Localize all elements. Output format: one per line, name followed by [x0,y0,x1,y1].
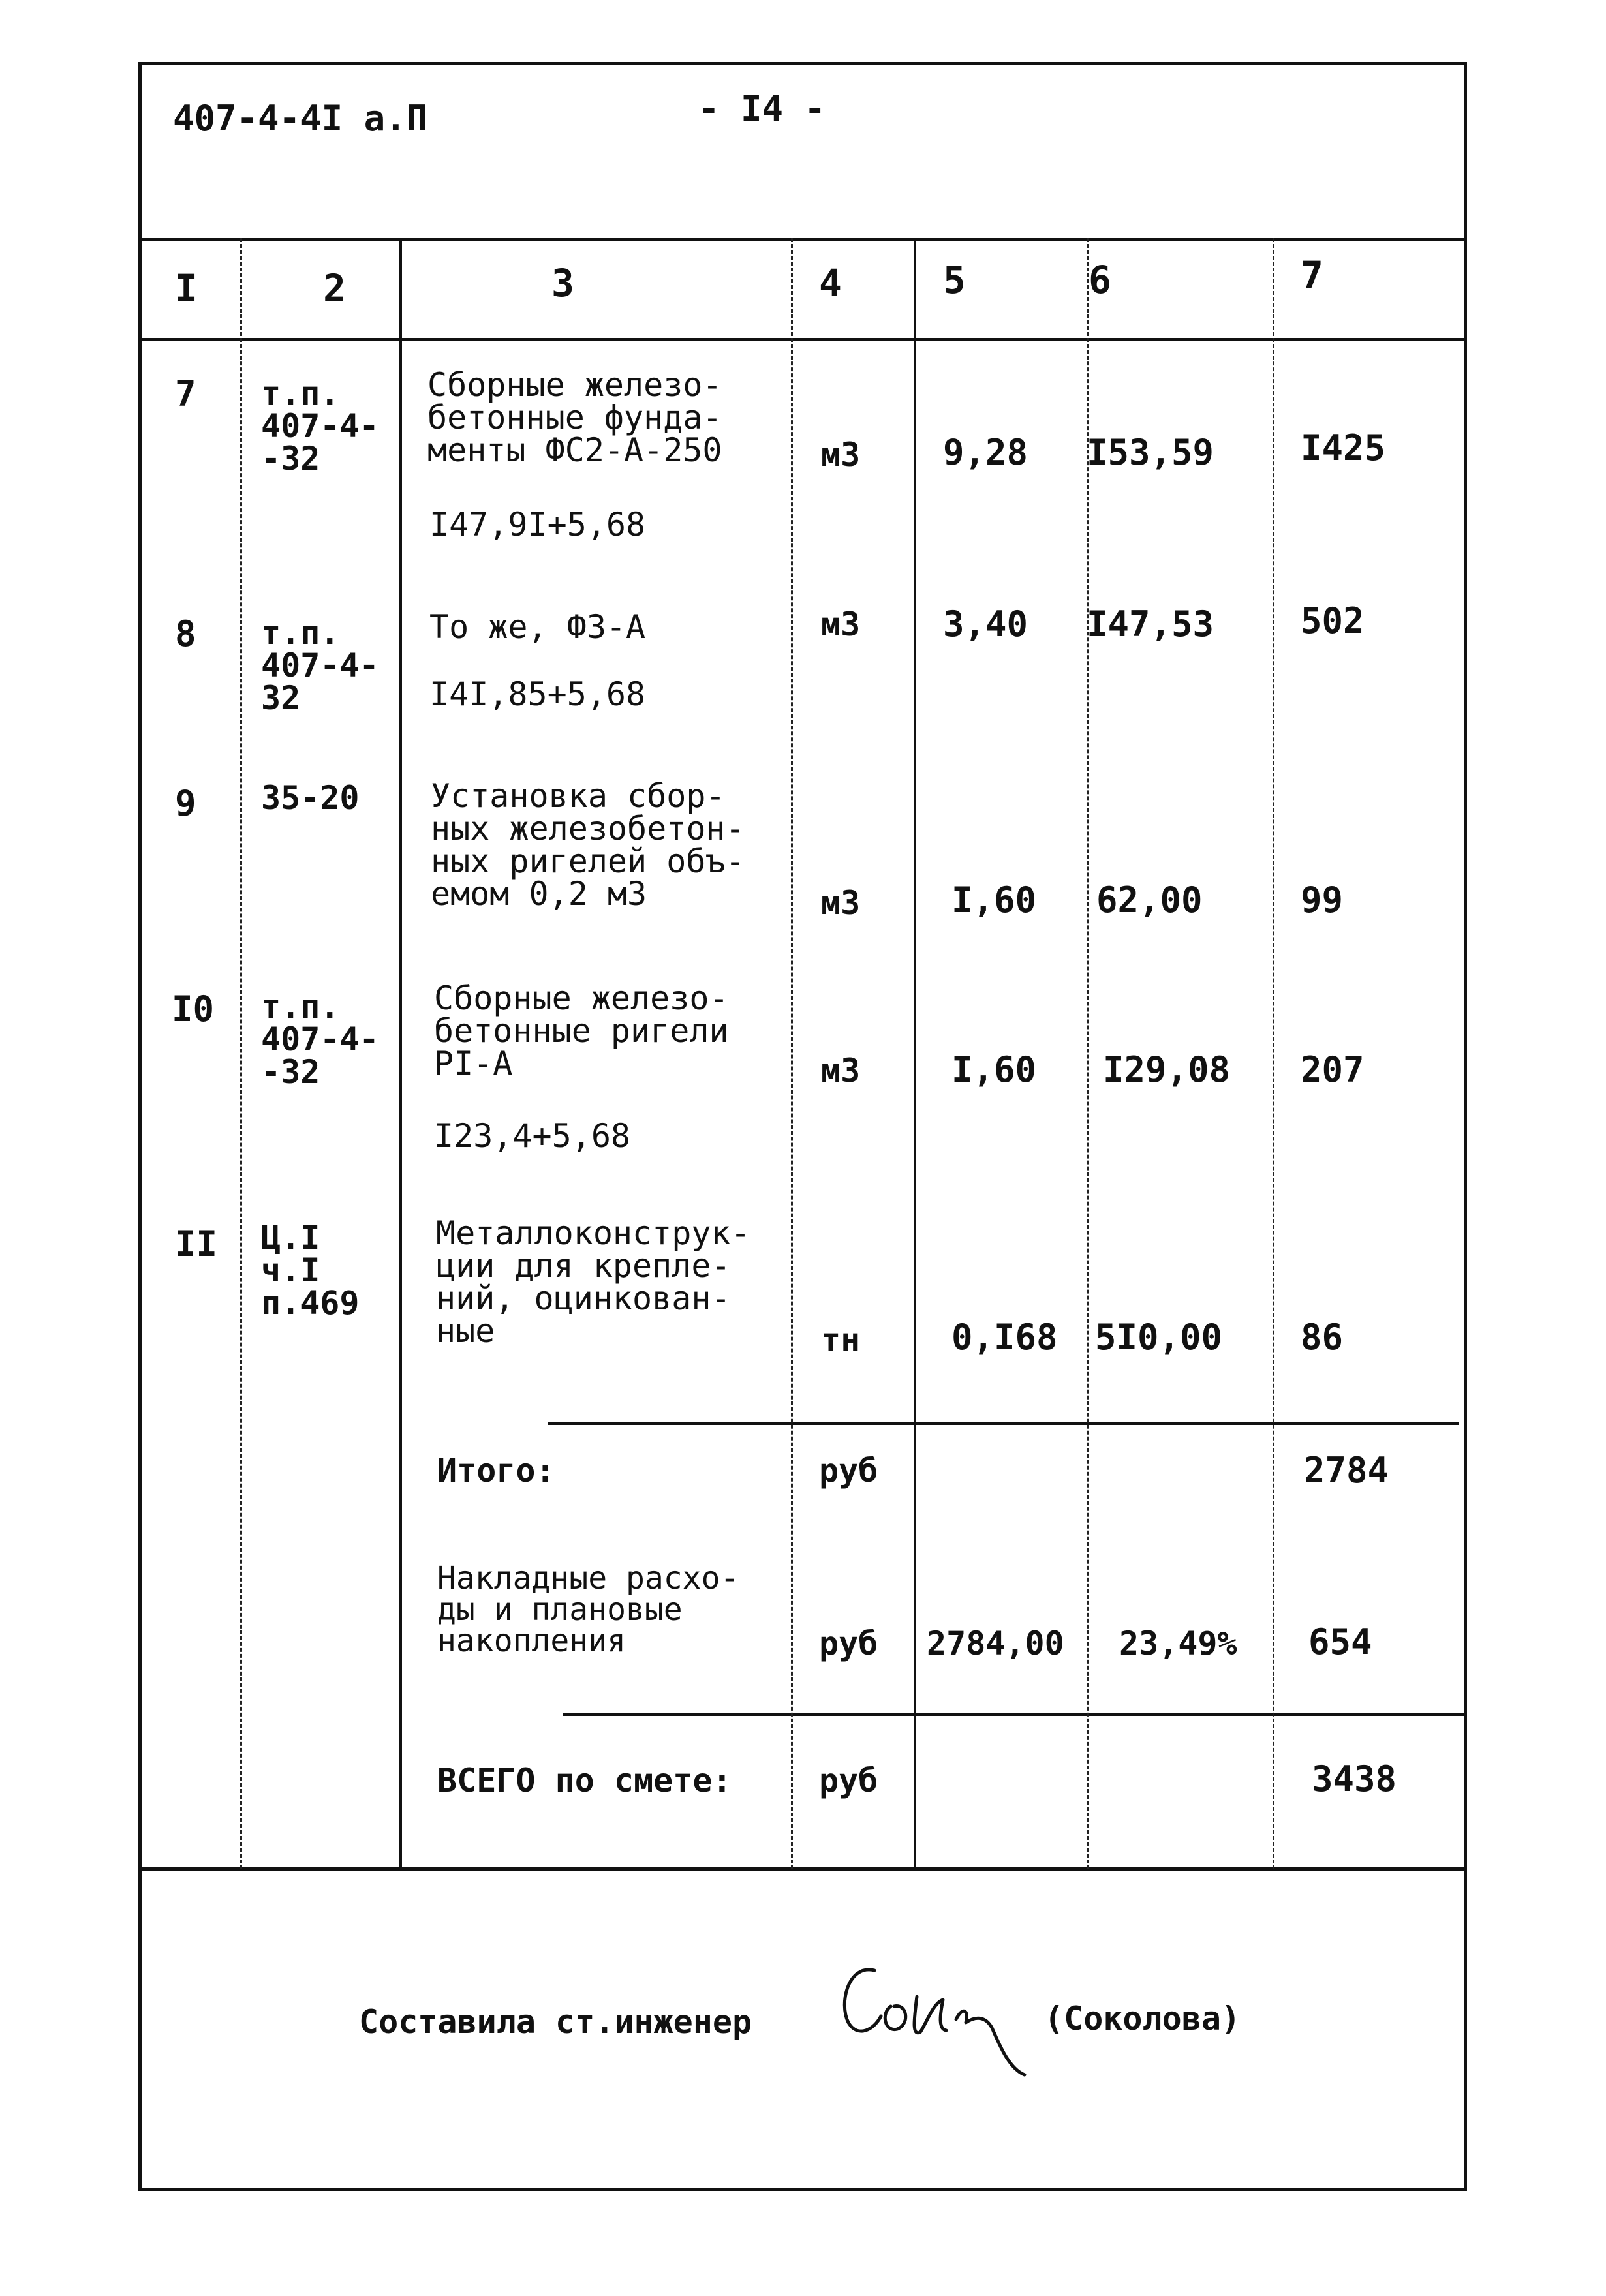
overhead-base: 2784,00 [927,1625,1064,1662]
row-qty: 3,40 [943,604,1028,645]
col-divider-5 [1087,238,1089,1869]
row-ref: Ц.I ч.I п.469 [261,1219,360,1322]
col-header-3: 3 [551,261,574,305]
row-unit: м3 [821,884,861,922]
row-desc: Сборные железо- бетонные фунда- менты ФС2-А-250 [427,366,722,469]
row-no: 8 [175,613,196,654]
row-price: I53,59 [1087,432,1214,473]
row-price: 5I0,00 [1095,1317,1223,1358]
row-unit: м3 [821,436,861,474]
row-ref: 35-20 [261,779,360,817]
row-no: 7 [175,373,196,414]
row-total: 86 [1301,1317,1344,1358]
row-no: II [175,1223,218,1264]
col-divider-4 [914,238,916,1869]
row-qty: I,60 [951,880,1037,921]
row-total: 207 [1301,1049,1365,1090]
row-total: I425 [1301,427,1386,468]
col-header-2: 2 [323,266,346,311]
col-header-4: 4 [819,261,842,305]
overhead-rate: 23,49% [1119,1625,1237,1662]
row-ref: т.п. 407-4- -32 [261,988,379,1091]
row-qty: I,60 [951,1049,1037,1090]
overhead-unit: руб [819,1625,878,1662]
row-qty: 0,I68 [951,1317,1058,1358]
col-header-5: 5 [943,258,966,302]
row-calc: I47,9I+5,68 [429,506,646,543]
row-ref: т.п. 407-4- 32 [261,614,379,717]
row-no: 9 [175,783,196,824]
row-calc: I4I,85+5,68 [429,675,646,713]
row-no: I0 [172,988,215,1030]
subtotal-rule-1 [548,1422,1459,1425]
col-header-6: 6 [1089,258,1111,302]
row-unit: м3 [821,605,861,643]
row-desc: Установка сбор- ных железобетон- ных ригелей объ- емом 0,2 м3 [431,777,745,913]
itogo-label: Итого: [437,1452,555,1490]
itogo-total: 2784 [1304,1450,1389,1491]
row-price: I47,53 [1087,604,1214,645]
row-qty: 9,28 [943,432,1028,473]
subtotal-rule-2 [563,1713,1466,1716]
signature-scribble [829,1951,1070,2081]
grand-total-label: ВСЕГО по смете: [437,1762,732,1799]
overhead-total: 654 [1308,1621,1372,1662]
row-price: I29,08 [1103,1049,1231,1090]
row-desc: То же, ФЗ-А [429,608,646,646]
doc-code: 407-4-4I а.П [173,98,428,139]
grand-total-value: 3438 [1312,1758,1397,1799]
page-number: - I4 - [698,88,826,129]
row-calc: I23,4+5,68 [434,1117,631,1155]
compiled-by: Составила ст.инженер [359,2003,752,2041]
col-divider-6 [1273,238,1274,1869]
row-ref: т.п. 407-4- -32 [261,375,379,478]
row-price: 62,00 [1096,880,1203,921]
row-desc: Металлоконструк- ции для крепле- ний, оцинкован- ные [436,1214,750,1350]
itogo-unit: руб [819,1452,878,1490]
col-header-7: 7 [1301,253,1323,298]
grand-total-unit: руб [819,1762,878,1799]
overhead-label: Накладные расхо- ды и плановые накопления [437,1560,739,1659]
row-total: 99 [1301,880,1344,921]
col-divider-2 [399,238,402,1869]
col-divider-1 [240,238,242,1869]
col-divider-3 [791,238,793,1869]
row-desc: Сборные железо- бетонные ригели PI-А [434,979,729,1082]
col-header-1: I [175,266,198,311]
row-total: 502 [1301,600,1365,641]
signature [829,1951,1070,2081]
row-unit: тн [821,1321,861,1359]
row-unit: м3 [821,1052,861,1090]
signer-name: (Соколова) [1044,2000,1241,2038]
table-top-rule [138,238,1467,241]
header-bottom-rule [138,338,1467,341]
table-bottom-rule [138,1867,1467,1871]
